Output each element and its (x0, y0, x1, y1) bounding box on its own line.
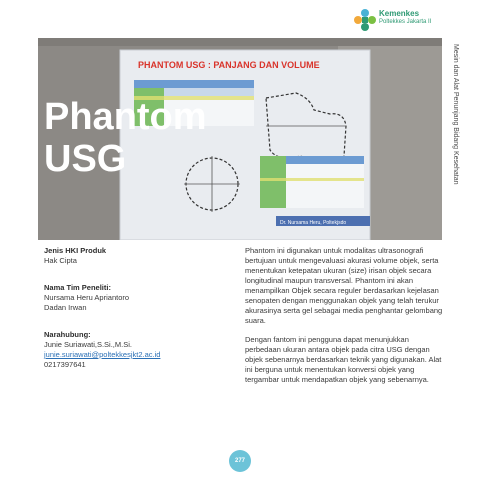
researcher-name: Dadan Irwan (44, 303, 87, 312)
hki-label: Jenis HKI Produk (44, 246, 107, 255)
hero-title: Phantom USG (44, 96, 207, 180)
logo-line2: Poltekkes Jakarta II (379, 19, 432, 25)
description-paragraph: Phantom ini digunakan untuk modalitas ultrasonografi bertujuan untuk mengevaluasi akurasi volume objek, serta menentukan ketepatan ukuran (size) irisan objek secara longitudinal maupun transversal. Phantom ini akan menampilkan Objek secara reguler berdasarkan kejelasan senopaten dengan menggunakan objek yang telah terukur akurasinya serta gel sebagai media penghantar gelombang suara. (245, 246, 443, 325)
info-column (44, 246, 224, 387)
contact-label: Narahubung: (44, 330, 91, 339)
hki-value: Hak Cipta (44, 256, 77, 265)
researcher-label: Nama Tim Peneliti: (44, 283, 111, 292)
researcher-name: Nursama Heru Apriantoro (44, 293, 130, 302)
kemenkes-logo (353, 6, 463, 34)
hki-block (44, 246, 224, 266)
kemenkes-logo-icon (353, 8, 377, 32)
side-category-text: Mesin dan Alat Penunjang Bidang Kesehatan (452, 44, 459, 185)
description-paragraph: Dengan fantom ini pengguna dapat menunjukkan perbedaan ukuran antara objek pada citra USG dengan objek sebenarnya berdasarkan teknik yang digunakan. Alat ini berguna untuk menentukan konversi objek yang tergambar untuk mendapatkan objek yang sebenarnya. (245, 335, 442, 384)
logo-line1: Kemenkes (379, 9, 420, 18)
description-column (245, 246, 445, 394)
contact-block (44, 330, 224, 370)
contact-name: Junie Suriawati,S.Si.,M.Si. (44, 340, 132, 349)
poster-author: Dr. Nursama Heru, Poltekjsdo (280, 220, 347, 226)
page-number-badge: 277 (229, 450, 251, 472)
contact-email-link[interactable]: junie.suriawati@poltekkesjkt2.ac.id (44, 350, 161, 359)
researcher-block (44, 283, 224, 313)
hero-photo (38, 38, 442, 240)
contact-phone: 0217397641 (44, 360, 86, 369)
poster-title: PHANTOM USG : PANJANG DAN VOLUME (138, 60, 320, 70)
